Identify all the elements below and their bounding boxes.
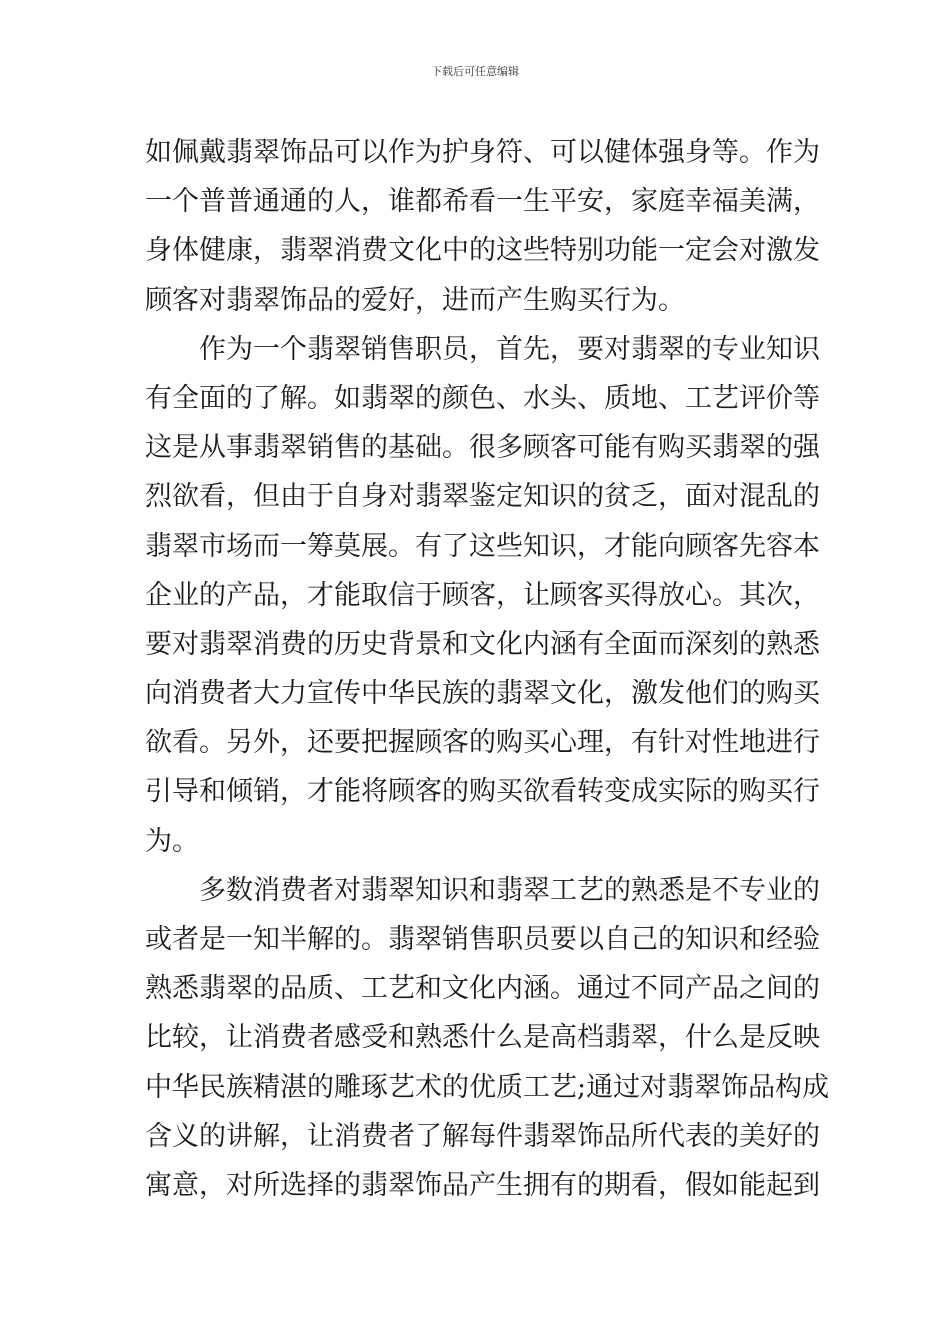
text-line: 要对翡翠消费的历史背景和文化内涵有全面而深刻的熟悉 [145, 628, 820, 660]
paragraph-3 [145, 866, 830, 1210]
text-line: 中华民族精湛的雕琢艺术的优质工艺;通过对翡翠饰品构成 [145, 1071, 830, 1103]
text-line: 熟悉翡翠的品质、工艺和文化内涵。通过不同产品之间的 [145, 973, 820, 1005]
text-line: 有全面的了解。如翡翠的颜色、水头、质地、工艺评价等 [145, 382, 820, 414]
text-line: 含义的讲解，让消费者了解每件翡翠饰品所代表的美好的 [145, 1120, 820, 1152]
page-header: 下载后可任意编辑 [431, 65, 519, 78]
paragraph-1 [145, 128, 820, 325]
text-line: 比较，让消费者感受和熟悉什么是高档翡翠，什么是反映 [145, 1022, 820, 1054]
text-line: 一个普普通通的人，谁都希看一生平安，家庭幸福美满， [145, 186, 820, 218]
text-line: 或者是一知半解的。翡翠销售职员要以自己的知识和经验 [145, 924, 820, 955]
text-line: 为。 [145, 825, 199, 857]
text-line: 如佩戴翡翠饰品可以作为护身符、可以健体强身等。作为 [145, 137, 820, 168]
text-line: 顾客对翡翠饰品的爱好，进而产生购买行为。 [145, 284, 685, 316]
text-line: 作为一个翡翠销售职员，首先，要对翡翠的专业知识 [199, 333, 820, 365]
text-line: 翡翠市场而一筹莫展。有了这些知识，才能向顾客先容本 [145, 530, 820, 562]
text-line: 向消费者大力宣传中华民族的翡翠文化，激发他们的购买 [145, 678, 820, 710]
document-body [145, 128, 830, 1210]
text-line: 多数消费者对翡翠知识和翡翠工艺的熟悉是不专业的 [199, 874, 820, 906]
text-line: 这是从事翡翠销售的基础。很多顾客可能有购买翡翠的强 [145, 432, 820, 464]
text-line: 烈欲看，但由于自身对翡翠鉴定知识的贫乏，面对混乱的 [145, 481, 820, 513]
text-line: 企业的产品，才能取信于顾客，让顾客买得放心。其次， [145, 579, 820, 611]
paragraph-2 [145, 325, 820, 866]
text-line: 身体健康，翡翠消费文化中的这些特别功能一定会对激发 [145, 235, 820, 267]
text-line: 引导和倾销，才能将顾客的购买欲看转变成实际的购买行 [145, 776, 820, 808]
text-line: 寓意，对所选择的翡翠饰品产生拥有的期看，假如能起到 [145, 1169, 820, 1201]
text-line: 欲看。另外，还要把握顾客的购买心理，有针对性地进行 [145, 727, 820, 759]
